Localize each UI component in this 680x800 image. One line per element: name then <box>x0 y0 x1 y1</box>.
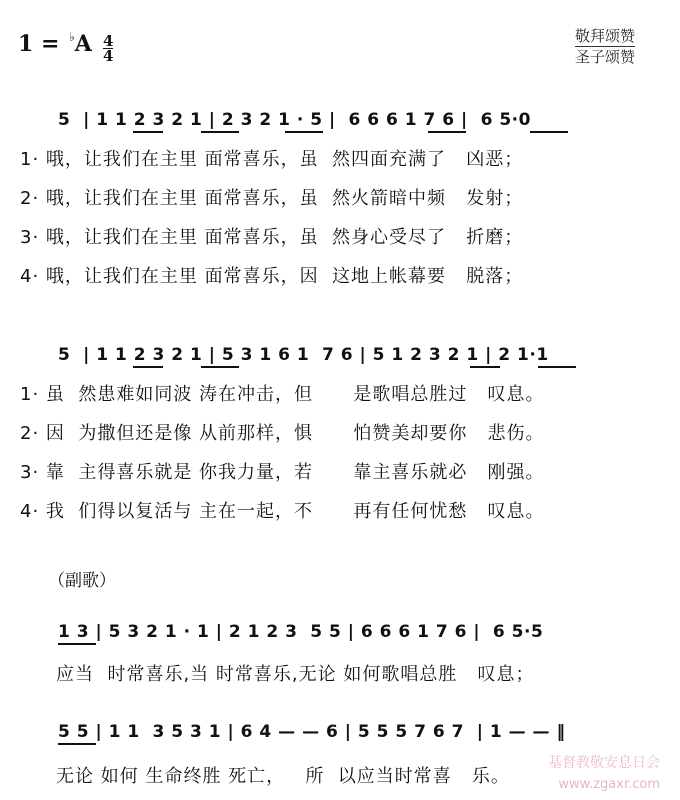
chorus-lyric-2: 无论 如何 生命终胜 死亡， 所 以应当时常喜 乐。 <box>56 766 510 787</box>
verse2-lyric-3: 3· 靠 主得喜乐就是 你我力量，若 靠主喜乐就必 刚强。 <box>20 462 545 483</box>
verse1-lyric-3: 3· 哦，让我们在主里 面常喜乐，虽 然身心受尽了 折磨； <box>20 227 524 248</box>
verse2-notes: 5 | 1 1 2 3 2 1 | 5 3 1 6 1 7 6 | 5 1 2 3 2 1 | 2 1·1 <box>58 345 549 365</box>
beam <box>428 131 466 133</box>
attribution <box>575 26 635 67</box>
beam <box>133 131 163 133</box>
chorus-notes-1: 1 3 | 5 3 2 1 · 1 | 2 1 2 3 5 5 | 6 6 6 1 7 6 | 6 5·5 <box>58 622 544 642</box>
watermark-url: www.zgaxr.com <box>558 777 660 792</box>
time-signature <box>103 34 113 63</box>
key-signature: 1 = ♭A <box>18 30 92 57</box>
beam <box>538 366 576 368</box>
beam <box>58 743 96 745</box>
verse1-lyric-4: 4· 哦，让我们在主里 面常喜乐，因 这地上帐幕要 脱落； <box>20 266 524 287</box>
beam <box>530 131 568 133</box>
verse1-lyric-2: 2· 哦，让我们在主里 面常喜乐，虽 然火箭暗中频 发射； <box>20 188 524 209</box>
beam <box>201 131 239 133</box>
chorus-lyric-1: 应当 时常喜乐,当 时常喜乐,无论 如何歌唱总胜 叹息； <box>56 664 535 685</box>
beam <box>58 643 96 645</box>
verse2-lyric-1: 1· 虽 然患难如同波 涛在冲击，但 是歌唱总胜过 叹息。 <box>20 384 545 405</box>
chorus-notes-2: 5 5 | 1 1 3 5 3 1 | 6 4 — — 6 | 5 5 5 7 6 7 | 1 — — ‖ <box>58 722 566 742</box>
verse1-notes: 5 | 1 1 2 3 2 1 | 2 3 2 1 · 5 | 6 6 6 1 7 6 | 6 5·0 <box>58 110 531 130</box>
beam <box>133 366 163 368</box>
watermark-text: 基督教敬安息日会 <box>548 755 660 771</box>
verse2-lyric-2: 2· 因 为撒但还是像 从前那样，惧 怕赞美却要你 悲伤。 <box>20 423 545 444</box>
meter-bottom: 4 <box>103 47 114 65</box>
chorus-label: （副歌） <box>48 571 116 591</box>
meter-top: 4 <box>103 32 114 50</box>
beam <box>201 366 239 368</box>
attribution-line1: 敬拜颂赞 <box>575 27 636 45</box>
verse2-lyric-4: 4· 我 们得以复活与 主在一起，不 再有任何忧愁 叹息。 <box>20 501 545 522</box>
beam <box>470 366 500 368</box>
beam <box>285 131 323 133</box>
attribution-line2: 圣子颂赞 <box>575 48 636 66</box>
verse1-lyric-1: 1· 哦，让我们在主里 面常喜乐，虽 然四面充满了 凶恶； <box>20 149 524 170</box>
